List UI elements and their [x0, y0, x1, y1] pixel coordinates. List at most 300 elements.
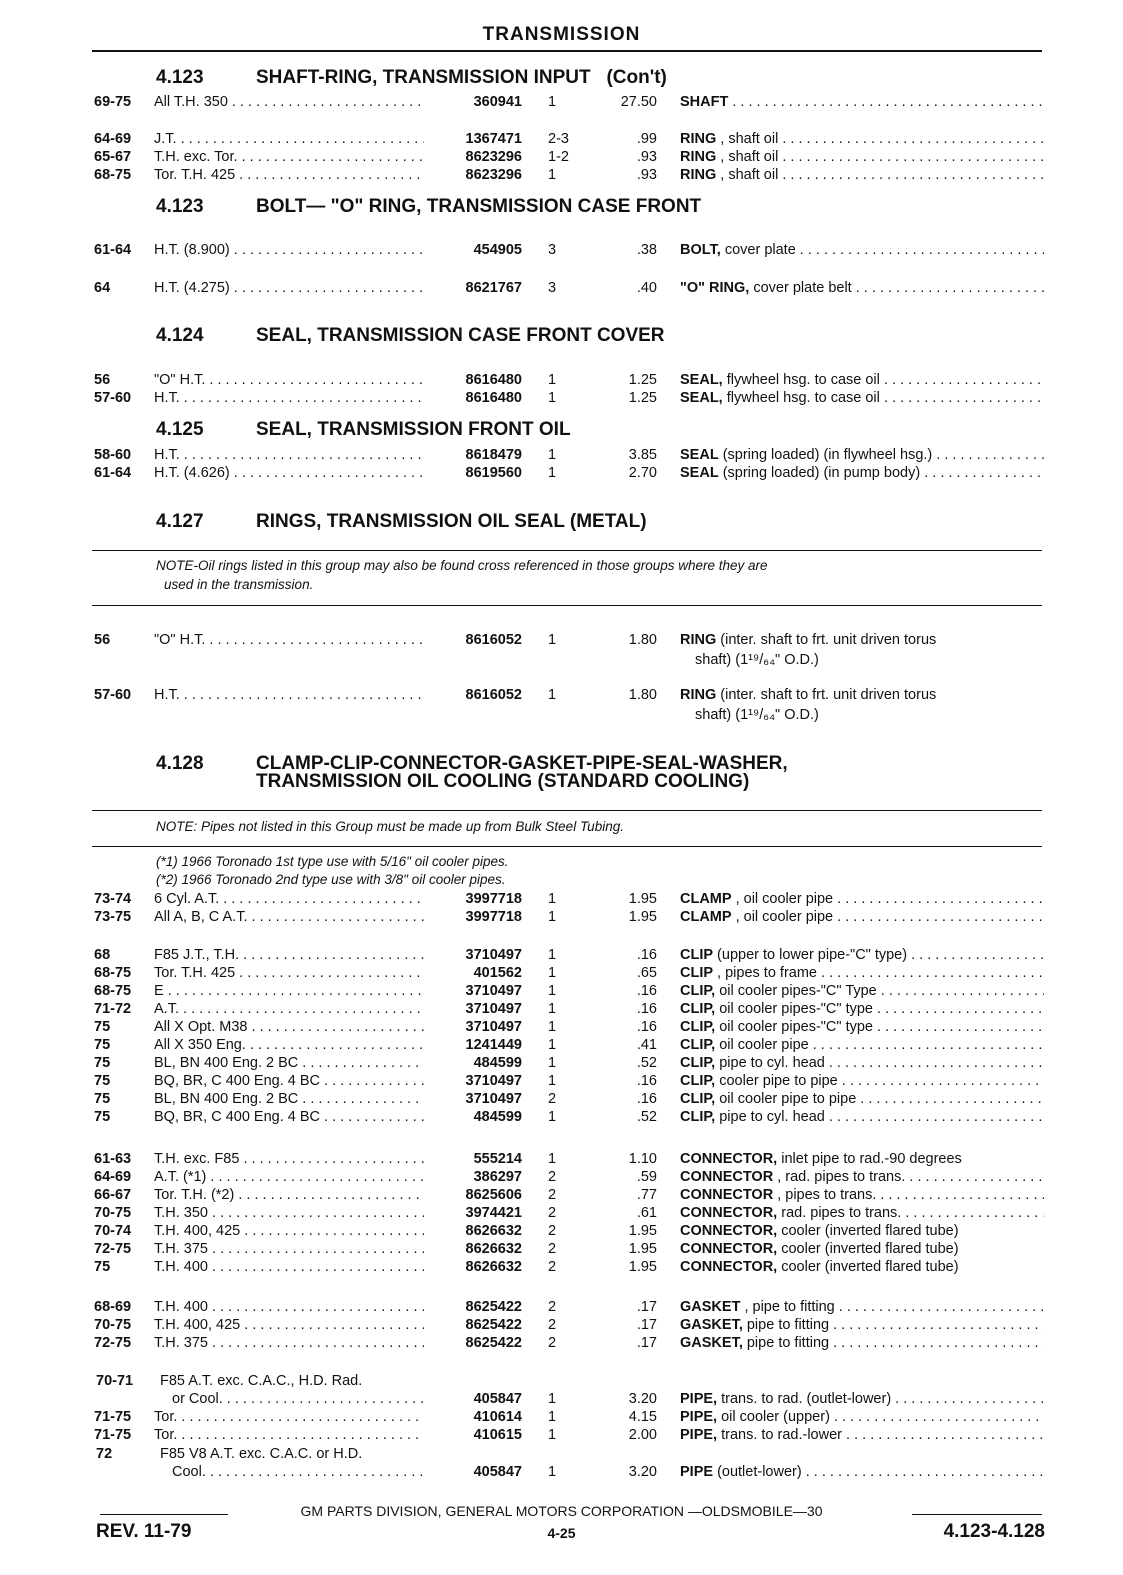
application: T.H. 375 . . .: [154, 1334, 424, 1352]
part-description: [680, 631, 1044, 649]
quantity: 1: [548, 390, 557, 406]
part-detail: oil cooler (upper): [717, 1409, 830, 1425]
part-description: [680, 166, 1044, 184]
application: All X Opt. M38 . . .: [154, 1018, 424, 1036]
price: 1.80: [628, 687, 657, 703]
year-range: 64: [94, 280, 111, 296]
page-header: TRANSMISSION: [482, 24, 641, 45]
part-row: [0, 464, 1123, 482]
part-number: 8616480: [465, 390, 522, 406]
year-range: 68-75: [94, 167, 132, 183]
quantity: 2: [548, 1205, 557, 1221]
quantity: 2: [548, 1091, 557, 1107]
part-name: CONNECTOR,: [680, 1205, 778, 1221]
part-number: 3710497: [465, 983, 522, 999]
part-detail: trans. to rad. (outlet-lower): [717, 1391, 892, 1407]
part-number: 360941: [473, 94, 522, 110]
year-range: 70-71: [96, 1373, 134, 1389]
part-detail: , oil cooler pipe: [731, 891, 834, 907]
price: 4.15: [628, 1409, 657, 1425]
year-range: 61-64: [94, 465, 132, 481]
part-number: 8625422: [465, 1317, 522, 1333]
part-name: SHAFT: [680, 94, 729, 110]
price: 2.70: [628, 465, 657, 481]
leader-dots: [778, 167, 1044, 183]
leader-dots: [830, 1409, 1044, 1425]
quantity: 1: [548, 167, 557, 183]
part-detail: (outlet-lower): [713, 1464, 802, 1480]
application: H.T. (4.275) . . .: [154, 279, 424, 297]
quantity: 1: [548, 965, 557, 981]
part-detail: cooler (inverted flared tube): [777, 1223, 959, 1239]
part-row: [0, 946, 1123, 964]
year-range: 71-75: [94, 1427, 132, 1443]
part-detail: , pipes to trans.: [773, 1187, 877, 1203]
part-name: CLIP,: [680, 1073, 716, 1089]
part-detail: pipe to cyl. head: [715, 1055, 825, 1071]
part-description: [680, 686, 1044, 704]
price: .52: [636, 1055, 657, 1071]
part-name: PIPE,: [680, 1409, 718, 1425]
application: BL, BN 400 Eng. 2 BC . . .: [154, 1054, 424, 1072]
part-number: 3974421: [465, 1205, 522, 1221]
year-range: 71-72: [94, 1001, 132, 1017]
year-range: 65-67: [94, 149, 132, 165]
price: .17: [636, 1317, 657, 1333]
part-detail: flywheel hsg. to case oil: [722, 390, 880, 406]
quantity: 1: [548, 1001, 557, 1017]
quantity: 1: [548, 1073, 557, 1089]
part-number: 555214: [473, 1151, 522, 1167]
price: .16: [636, 947, 657, 963]
year-range: 68: [94, 947, 111, 963]
quantity: 1: [548, 983, 557, 999]
year-range: 70-74: [94, 1223, 132, 1239]
part-detail: (inter. shaft to frt. unit driven torus: [716, 632, 937, 648]
note-text: used in the transmission.: [164, 577, 314, 592]
part-detail: oil cooler pipes-"C" type: [715, 1001, 873, 1017]
part-number: 8618479: [465, 447, 522, 463]
part-description: [680, 1334, 1044, 1352]
section-heading: [156, 68, 667, 88]
part-row: [0, 1240, 1123, 1258]
part-row: [0, 890, 1123, 908]
part-number: 454905: [473, 242, 522, 258]
part-row: [0, 631, 1123, 649]
application: Tor. . . .: [154, 1408, 424, 1426]
footer-corporation: GM PARTS DIVISION, GENERAL MOTORS CORPORATION —OLDSMOBILE—30: [300, 1503, 823, 1519]
price: 2.00: [628, 1427, 657, 1443]
part-row: [0, 1072, 1123, 1090]
quantity: 1: [548, 372, 557, 388]
section-title: SEAL, TRANSMISSION FRONT OIL: [256, 419, 571, 440]
leader-dots: [880, 390, 1044, 406]
part-number: 8619560: [465, 465, 522, 481]
application: T.H. 375 . . .: [154, 1240, 424, 1258]
price: 3.20: [628, 1391, 657, 1407]
note-rule: [92, 605, 1042, 606]
price: .99: [636, 131, 657, 147]
part-detail: cover plate: [720, 242, 796, 258]
part-description: [680, 130, 1044, 148]
description-continuation: shaft) (1¹⁹/₆₄" O.D.): [695, 652, 819, 668]
leader-dots: [817, 965, 1044, 981]
leader-dots: [833, 891, 1044, 907]
year-range: 56: [94, 372, 111, 388]
section-title: RINGS, TRANSMISSION OIL SEAL (METAL): [256, 511, 647, 532]
leader-dots: [833, 909, 1044, 925]
leader-dots: [873, 1001, 1044, 1017]
part-row: [0, 686, 1123, 704]
price: 27.50: [620, 94, 657, 110]
part-detail: pipe to cyl. head: [715, 1109, 825, 1125]
quantity: 2: [548, 1299, 557, 1315]
part-row: [0, 389, 1123, 407]
part-row: [0, 964, 1123, 982]
part-description: [680, 1408, 1044, 1426]
part-description: [680, 1036, 1044, 1054]
part-row: [0, 1426, 1123, 1444]
price: .59: [636, 1169, 657, 1185]
part-name: CLIP,: [680, 1055, 716, 1071]
price: .38: [636, 242, 657, 258]
part-description: [680, 1072, 1044, 1090]
part-number: 405847: [473, 1464, 522, 1480]
year-range: 66-67: [94, 1187, 132, 1203]
part-row: [0, 1408, 1123, 1426]
part-description: [680, 908, 1044, 926]
part-detail: trans. to rad.-lower: [717, 1427, 842, 1443]
part-row: [0, 1108, 1123, 1126]
price: 1.95: [628, 1259, 657, 1275]
part-detail: pipe to fitting: [742, 1335, 830, 1351]
part-description: [680, 1316, 1044, 1334]
part-row: [0, 982, 1123, 1000]
application: T.H. exc. F85 . . .: [154, 1150, 424, 1168]
quantity: 1: [548, 687, 557, 703]
part-row: [0, 1054, 1123, 1072]
part-name: RING: [680, 167, 717, 183]
year-range: 68-69: [94, 1299, 132, 1315]
price: .16: [636, 983, 657, 999]
part-detail: , rad. pipes to trans.: [773, 1169, 906, 1185]
year-range: 70-75: [94, 1317, 132, 1333]
part-detail: , oil cooler pipe: [731, 909, 834, 925]
application: H.T. . . .: [154, 389, 424, 407]
leader-dots: [920, 465, 1044, 481]
part-description: [680, 1390, 1044, 1408]
part-number: 8625422: [465, 1299, 522, 1315]
part-number: 1367471: [465, 131, 522, 147]
part-name: CLIP,: [680, 1019, 716, 1035]
year-range: 71-75: [94, 1409, 132, 1425]
part-number: 8626632: [465, 1223, 522, 1239]
part-name: CONNECTOR,: [680, 1151, 778, 1167]
part-number: 8625606: [465, 1187, 522, 1203]
section-number: 4.123: [156, 67, 204, 88]
part-name: CONNECTOR,: [680, 1259, 778, 1275]
quantity: 1: [548, 1464, 557, 1480]
leader-dots: [838, 1073, 1044, 1089]
part-description: [680, 1258, 1044, 1276]
price: 1.25: [628, 372, 657, 388]
leader-dots: [802, 1464, 1044, 1480]
application: Tor. T.H. (*2) . . .: [154, 1186, 424, 1204]
part-name: GASKET,: [680, 1335, 743, 1351]
part-description: [680, 1090, 1044, 1108]
quantity: 2-3: [548, 131, 569, 147]
part-name: CLIP,: [680, 1109, 716, 1125]
year-range: 57-60: [94, 390, 132, 406]
price: .40: [636, 280, 657, 296]
quantity: 1: [548, 1427, 557, 1443]
price: 1.80: [628, 632, 657, 648]
part-number: 3710497: [465, 1073, 522, 1089]
note-rule: [92, 846, 1042, 847]
part-detail: (spring loaded) (in pump body): [718, 465, 921, 481]
application: BL, BN 400 Eng. 2 BC . . .: [154, 1090, 424, 1108]
part-number: 8623296: [465, 149, 522, 165]
quantity: 1: [548, 1109, 557, 1125]
part-number: 3997718: [465, 909, 522, 925]
leader-dots: [901, 1205, 1044, 1221]
section-heading: [156, 512, 647, 532]
part-row: [0, 1186, 1123, 1204]
revision-label: REV. 11-79: [96, 1521, 192, 1542]
part-detail: rad. pipes to trans.: [777, 1205, 902, 1221]
year-range: 58-60: [94, 447, 132, 463]
part-detail: inlet pipe to rad.-90 degrees: [777, 1151, 962, 1167]
year-range: 75: [94, 1091, 111, 1107]
part-number: 8625422: [465, 1335, 522, 1351]
description-continuation: shaft) (1¹⁹/₆₄" O.D.): [695, 707, 819, 723]
part-description: [680, 93, 1044, 111]
quantity: 1: [548, 465, 557, 481]
leader-dots: [842, 1427, 1044, 1443]
part-number: 410615: [473, 1427, 522, 1443]
leader-dots: [907, 947, 1044, 963]
price: 1.95: [628, 891, 657, 907]
year-range: 75: [94, 1109, 111, 1125]
part-description: [680, 1204, 1044, 1222]
part-row: [0, 1316, 1123, 1334]
year-range: 61-64: [94, 242, 132, 258]
part-number: 405847: [473, 1391, 522, 1407]
section-title: SEAL, TRANSMISSION CASE FRONT COVER: [256, 325, 665, 346]
leader-dots: [778, 149, 1044, 165]
part-description: [680, 446, 1044, 464]
year-range: 73-74: [94, 891, 132, 907]
application: H.T. . . .: [154, 686, 424, 704]
part-detail: cover plate belt: [749, 280, 852, 296]
part-name: CONNECTOR: [680, 1169, 774, 1185]
footnote: (*1) 1966 Toronado 1st type use with 5/16" oil cooler pipes.: [156, 854, 509, 869]
section-heading: [156, 326, 665, 346]
quantity: 3: [548, 280, 557, 296]
part-number: 8616052: [465, 632, 522, 648]
year-range: 68-75: [94, 965, 132, 981]
year-range: 75: [94, 1055, 111, 1071]
year-range: 68-75: [94, 983, 132, 999]
application: T.H. 400, 425 . . .: [154, 1316, 424, 1334]
application: H.T. (8.900) . . .: [154, 241, 424, 259]
application: H.T. (4.626) . . .: [154, 464, 424, 482]
part-description: [680, 1186, 1044, 1204]
leader-dots: [852, 280, 1044, 296]
price: .61: [636, 1205, 657, 1221]
part-number: 3997718: [465, 891, 522, 907]
note-rule: [92, 550, 1042, 551]
part-description: [680, 890, 1044, 908]
leader-dots: [825, 1055, 1044, 1071]
price: .52: [636, 1109, 657, 1125]
price: .93: [636, 167, 657, 183]
part-description: [680, 1298, 1044, 1316]
year-range: 61-63: [94, 1151, 132, 1167]
part-row: [0, 1036, 1123, 1054]
quantity: 2: [548, 1317, 557, 1333]
quantity: 2: [548, 1241, 557, 1257]
application: T.H. 400 . . .: [154, 1298, 424, 1316]
application: T.H. 400 . . .: [154, 1258, 424, 1276]
part-description: [680, 1018, 1044, 1036]
quantity: 1: [548, 632, 557, 648]
application: or Cool. . . .: [172, 1390, 424, 1408]
leader-dots: [856, 1091, 1044, 1107]
leader-dots: [835, 1299, 1044, 1315]
application: Tor. T.H. 425 . . .: [154, 964, 424, 982]
quantity: 2: [548, 1223, 557, 1239]
part-name: CLIP: [680, 965, 714, 981]
quantity: 1: [548, 891, 557, 907]
price: .77: [636, 1187, 657, 1203]
quantity: 1-2: [548, 149, 569, 165]
part-row: [0, 1018, 1123, 1036]
part-row: [0, 1090, 1123, 1108]
note-text: NOTE-Oil rings listed in this group may also be found cross referenced in those groups where they are: [156, 558, 768, 573]
part-name: CLIP,: [680, 983, 716, 999]
part-number: 1241449: [465, 1037, 522, 1053]
leader-dots: [891, 1391, 1044, 1407]
section-range: 4.123-4.128: [943, 1521, 1045, 1542]
part-row: [0, 130, 1123, 148]
section-title: BOLT— "O" RING, TRANSMISSION CASE FRONT: [256, 196, 702, 217]
leader-dots: [932, 447, 1044, 463]
part-name: CLAMP: [680, 909, 732, 925]
part-name: "O" RING,: [680, 280, 750, 296]
year-range: 73-75: [94, 909, 132, 925]
part-number: 8626632: [465, 1241, 522, 1257]
price: .16: [636, 1073, 657, 1089]
part-name: PIPE: [680, 1464, 714, 1480]
part-detail: cooler (inverted flared tube): [777, 1259, 959, 1275]
section-number: 4.124: [156, 325, 204, 346]
application: Tor. . . .: [154, 1426, 424, 1444]
part-name: BOLT,: [680, 242, 721, 258]
price: 3.20: [628, 1464, 657, 1480]
quantity: 2: [548, 1335, 557, 1351]
price: 1.95: [628, 909, 657, 925]
price: .65: [636, 965, 657, 981]
year-range: 72-75: [94, 1241, 132, 1257]
year-range: 70-75: [94, 1205, 132, 1221]
part-row: [0, 1204, 1123, 1222]
part-name: GASKET,: [680, 1317, 743, 1333]
part-row: [0, 1334, 1123, 1352]
quantity: 3: [548, 242, 557, 258]
page-number: 4-25: [547, 1525, 576, 1541]
part-name: CONNECTOR,: [680, 1223, 778, 1239]
application: "O" H.T. . . .: [154, 631, 424, 649]
price: .16: [636, 1019, 657, 1035]
quantity: 1: [548, 447, 557, 463]
part-row: [0, 279, 1123, 297]
part-row: [0, 446, 1123, 464]
price: .41: [636, 1037, 657, 1053]
part-number: 8623296: [465, 167, 522, 183]
part-row: [0, 166, 1123, 184]
part-name: RING: [680, 149, 717, 165]
section-number: 4.125: [156, 419, 204, 440]
part-row: [0, 1222, 1123, 1240]
leader-dots: [796, 242, 1044, 258]
year-range: 75: [94, 1019, 111, 1035]
application: F85 J.T., T.H. . . .: [154, 946, 424, 964]
part-row: [0, 1258, 1123, 1276]
leader-dots: [809, 1037, 1044, 1053]
part-row: [0, 1463, 1123, 1481]
part-description: [680, 946, 1044, 964]
part-detail: (spring loaded) (in flywheel hsg.): [718, 447, 933, 463]
part-row: [0, 371, 1123, 389]
application: A.T. (*1) . . .: [154, 1168, 424, 1186]
part-detail: , shaft oil: [716, 131, 779, 147]
part-description: [680, 464, 1044, 482]
year-range: 64-69: [94, 131, 132, 147]
application: T.H. exc. Tor. . . .: [154, 148, 424, 166]
leader-dots: [825, 1109, 1044, 1125]
leader-dots: [876, 1187, 1044, 1203]
application: All A, B, C A.T. . . .: [154, 908, 424, 926]
part-description: [680, 982, 1044, 1000]
part-description: [680, 1240, 1044, 1258]
leader-dots: [728, 94, 1044, 110]
leader-dots: [873, 1019, 1044, 1035]
application: Cool. . . .: [172, 1463, 424, 1481]
part-detail: oil cooler pipe: [715, 1037, 809, 1053]
price: .17: [636, 1335, 657, 1351]
part-name: RING: [680, 632, 717, 648]
part-description: [680, 241, 1044, 259]
leader-dots: [880, 372, 1044, 388]
price: .16: [636, 1001, 657, 1017]
price: .93: [636, 149, 657, 165]
application: "O" H.T. . . .: [154, 371, 424, 389]
part-description: [680, 1108, 1044, 1126]
year-range: 57-60: [94, 687, 132, 703]
application: All T.H. 350 . . .: [154, 93, 424, 111]
quantity: 1: [548, 1151, 557, 1167]
leader-dots: [877, 983, 1044, 999]
part-name: PIPE,: [680, 1391, 718, 1407]
part-detail: , shaft oil: [716, 149, 779, 165]
part-detail: , pipes to frame: [713, 965, 817, 981]
application: H.T. . . .: [154, 446, 424, 464]
application: T.H. 350 . . .: [154, 1204, 424, 1222]
application: F85 A.T. exc. C.A.C., H.D. Rad.: [160, 1373, 363, 1389]
quantity: 1: [548, 947, 557, 963]
price: 3.85: [628, 447, 657, 463]
